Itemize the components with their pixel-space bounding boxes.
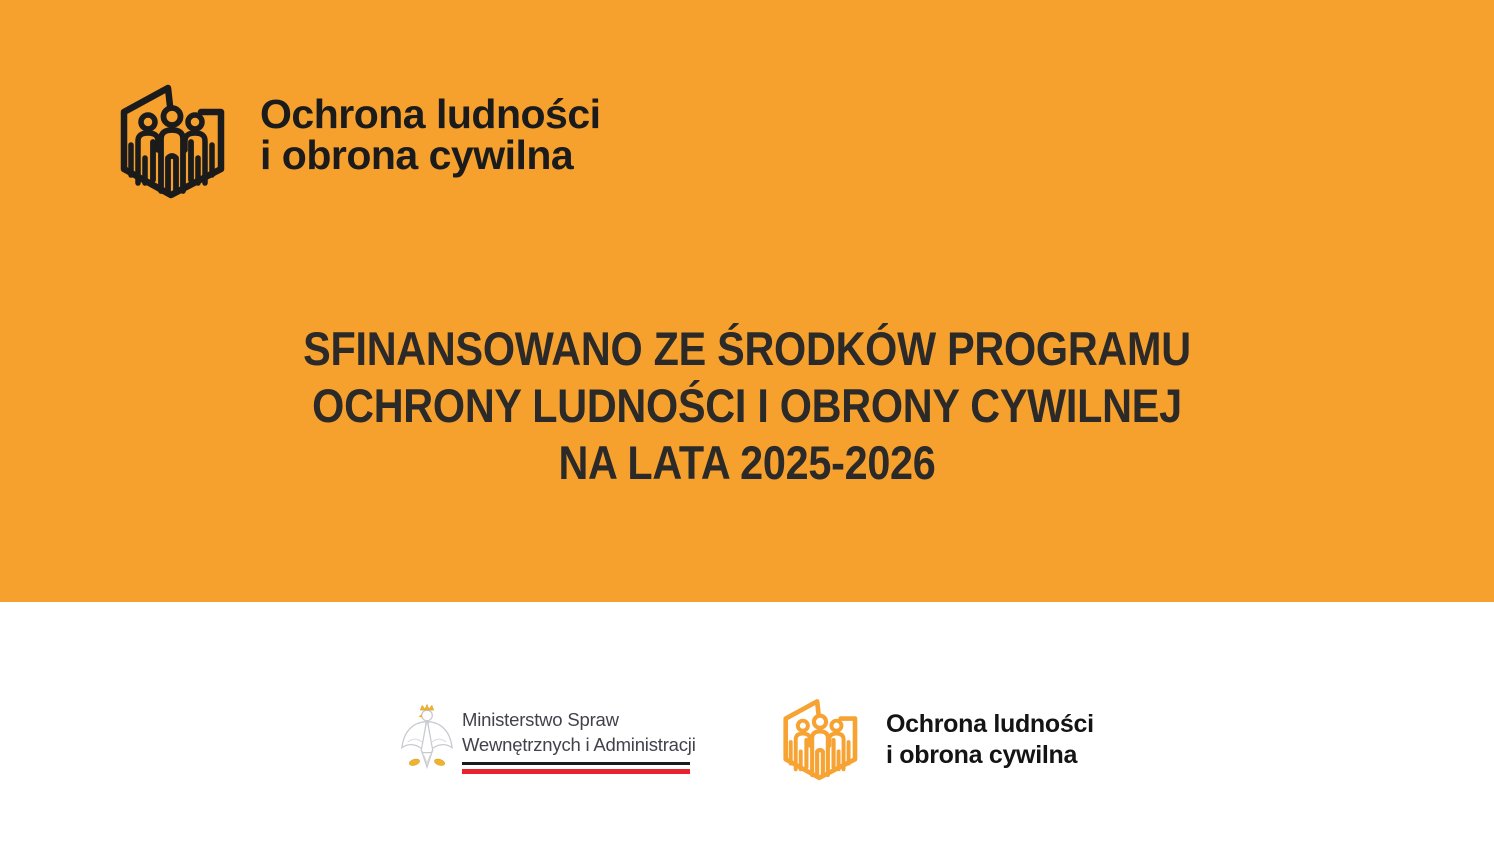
ministry-name-line2: Wewnętrznych i Administracji bbox=[462, 734, 696, 755]
funding-title-line3: NA LATA 2025-2026 bbox=[558, 436, 936, 489]
brand-name-line1: Ochrona ludności bbox=[260, 91, 601, 137]
funding-title bbox=[90, 320, 1405, 491]
civil-protection-hexagon-icon bbox=[116, 83, 228, 201]
civil-protection-name bbox=[886, 698, 1094, 771]
ministry-name bbox=[462, 707, 696, 757]
ministry-name-line1: Ministerstwo Spraw bbox=[462, 709, 619, 730]
ministry-text-block bbox=[462, 703, 696, 774]
brand-lockup bbox=[116, 83, 601, 201]
funding-title-line1: SFINANSOWANO ZE ŚRODKÓW PROGRAMU bbox=[303, 322, 1191, 375]
civil-protection-lockup bbox=[780, 698, 1094, 782]
brand-name bbox=[260, 83, 601, 176]
funding-title-line2: OCHRONY LUDNOŚCI I OBRONY CYWILNEJ bbox=[312, 379, 1182, 432]
civil-protection-name-line2: i obrona cywilna bbox=[886, 741, 1078, 769]
poland-flag-underline bbox=[462, 762, 690, 774]
flag-red-line bbox=[462, 769, 690, 774]
civil-protection-hexagon-icon bbox=[780, 698, 860, 782]
ministry-lockup bbox=[398, 703, 696, 779]
brand-name-line2: i obrona cywilna bbox=[260, 132, 574, 178]
civil-protection-name-line1: Ochrona ludności bbox=[886, 710, 1094, 738]
polish-eagle-emblem-icon bbox=[398, 703, 456, 779]
